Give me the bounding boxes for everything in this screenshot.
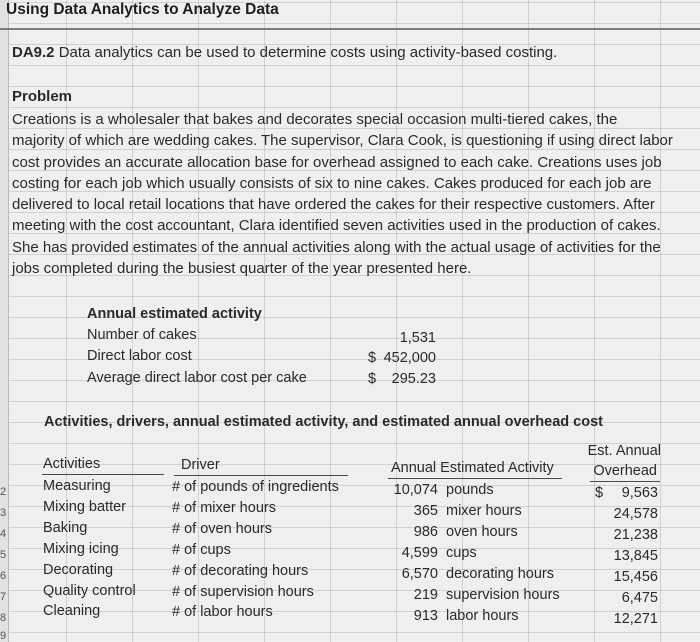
activity-name: Decorating xyxy=(43,562,114,578)
activity-overhead: 12,271 xyxy=(613,611,658,627)
problem-heading: Problem xyxy=(12,88,73,105)
activity-name: Baking xyxy=(43,520,88,536)
header-underline xyxy=(388,478,562,479)
da-line xyxy=(12,44,557,61)
activity-name: Measuring xyxy=(43,478,111,494)
annual-label: Number of cakes xyxy=(87,327,197,343)
problem-line: jobs completed during the busiest quarter of the year presented here. xyxy=(12,260,472,278)
activity-overhead: 13,845 xyxy=(613,548,658,564)
row-number[interactable]: 3 xyxy=(0,507,7,519)
overhead-header-line1: Est. Annual xyxy=(587,443,661,459)
activity-unit: pounds xyxy=(446,482,494,498)
problem-line: delivered to local retail locations that have ordered the cakes for their respective customers. After xyxy=(12,196,655,214)
activity-qty: 913 xyxy=(413,608,438,624)
activity-unit: oven hours xyxy=(446,524,518,540)
activity-overhead: 9,563 xyxy=(621,485,658,501)
activity-qty: 365 xyxy=(413,503,438,519)
annual-currency: $ xyxy=(368,371,377,387)
activity-name: Quality control xyxy=(43,583,136,599)
problem-line: costing for each job which usually consists of six to nine cakes. Cakes produced for each job are xyxy=(12,174,652,192)
col-header-driver: Driver xyxy=(181,457,220,473)
activity-overhead: 15,456 xyxy=(613,569,658,585)
overhead-currency: $ xyxy=(595,485,604,501)
annual-value: 295.23 xyxy=(391,371,436,387)
activity-name: Cleaning xyxy=(43,603,101,619)
da-text: Data analytics can be used to determine costs using activity-based costing. xyxy=(58,44,558,61)
annual-label: Average direct labor cost per cake xyxy=(87,370,307,386)
problem-line: meeting with the cost accountant, Clara identified seven activities used in the production of cakes. xyxy=(12,217,661,235)
activity-qty: 6,570 xyxy=(401,566,438,582)
problem-line: She has provided estimates of the annual activities along with the actual usage of activities for the xyxy=(12,238,661,256)
activity-qty: 10,074 xyxy=(393,482,438,498)
activity-overhead: 24,578 xyxy=(613,506,658,522)
activity-driver: # of labor hours xyxy=(172,604,273,620)
activity-driver: # of mixer hours xyxy=(172,500,276,516)
row-number[interactable]: 2 xyxy=(0,486,7,498)
row-number[interactable]: 5 xyxy=(0,549,7,561)
activity-driver: # of oven hours xyxy=(172,521,272,537)
problem-paragraph xyxy=(12,109,692,279)
annual-value: 452,000 xyxy=(383,350,436,366)
da-code: DA9.2 xyxy=(12,44,55,61)
row-number[interactable]: 7 xyxy=(0,591,7,603)
row-number-gutter xyxy=(0,0,9,642)
annual-value: 1,531 xyxy=(399,330,436,346)
annual-currency: $ xyxy=(368,350,377,366)
activity-driver: # of pounds of ingredients xyxy=(172,479,339,495)
page-title: Using Data Analytics to Analyze Data xyxy=(6,1,279,18)
activity-name: Mixing batter xyxy=(43,499,127,515)
activity-qty: 219 xyxy=(413,587,438,603)
header-underline xyxy=(590,481,660,482)
row-number[interactable]: 6 xyxy=(0,570,7,582)
activity-unit: cups xyxy=(446,545,477,561)
activity-qty: 986 xyxy=(413,524,438,540)
activities-heading: Activities, drivers, annual estimated activity, and estimated annual overhead cost xyxy=(44,414,603,430)
col-header-activities: Activities xyxy=(43,456,101,472)
row-number[interactable]: 8 xyxy=(0,612,7,624)
header-underline xyxy=(174,475,348,476)
activity-unit: decorating hours xyxy=(446,566,555,582)
row-number[interactable]: 4 xyxy=(0,528,7,540)
activity-overhead: 6,475 xyxy=(621,590,658,606)
activity-unit: supervision hours xyxy=(446,587,560,603)
activity-driver: # of supervision hours xyxy=(172,584,314,600)
title-divider xyxy=(0,28,700,30)
activity-overhead: 21,238 xyxy=(613,527,658,543)
activity-name: Mixing icing xyxy=(43,541,119,557)
col-header-activity: Annual Estimated Activity xyxy=(391,460,554,476)
problem-line: cost provides an accurate allocation base for overhead assigned to each cake. Creations uses job xyxy=(12,153,662,171)
activity-driver: # of decorating hours xyxy=(172,563,309,579)
overhead-header-line2: Overhead xyxy=(593,463,657,479)
annual-heading: Annual estimated activity xyxy=(87,306,262,322)
activity-unit: labor hours xyxy=(446,608,519,624)
activity-driver: # of cups xyxy=(172,542,231,558)
activity-unit: mixer hours xyxy=(446,503,522,519)
annual-label: Direct labor cost xyxy=(87,348,192,364)
activity-qty: 4,599 xyxy=(401,545,438,561)
problem-line: majority of which are wedding cakes. The supervisor, Clara Cook, is questioning if using direct labor xyxy=(12,132,673,150)
row-number[interactable]: 9 xyxy=(0,630,7,642)
header-underline xyxy=(42,474,164,475)
problem-line: Creations is a wholesaler that bakes and decorates special occasion multi-tiered cakes, the xyxy=(12,111,618,128)
